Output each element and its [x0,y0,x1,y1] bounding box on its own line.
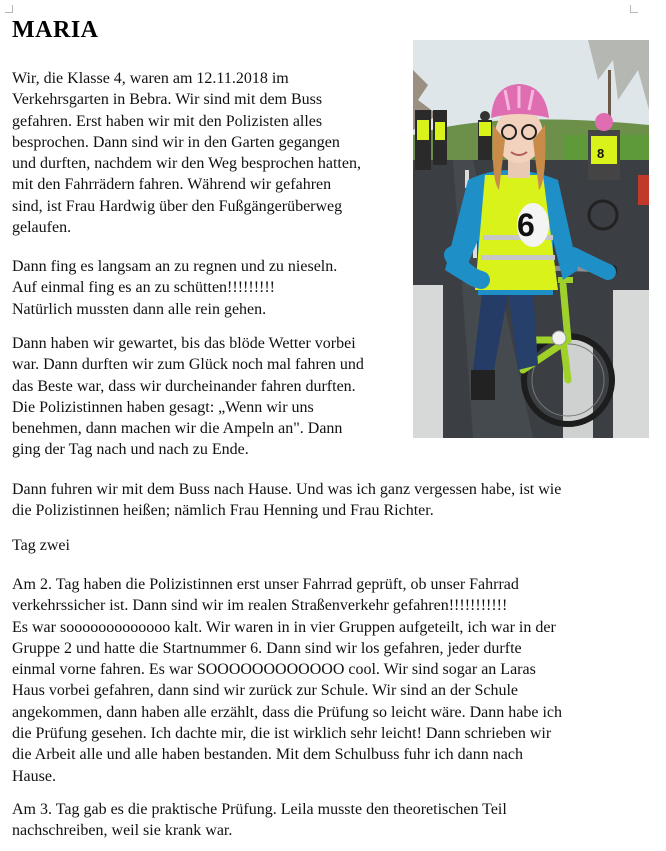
heading-day-two: Tag zwei [12,537,70,554]
paragraph-waiting: Dann haben wir gewartet, bis das blöde Wetter vorbei war. Dann durften wir zum Glück noch mal fahren und das Beste war, dass wir durcheinander fahren durften. Die Polizistinnen haben gesagt: „Wenn wir uns benehmen, dann machen wir die Ampeln an". Dann ging der Tag nach und nach zu Ende. [12,335,364,459]
photo-vest-number: 6 [517,207,535,243]
page-corner-mark [630,5,638,13]
photo-girl-on-bike [413,40,649,438]
page-corner-mark [5,5,13,13]
photo-illustration [413,40,649,438]
paragraph-day-three: Am 3. Tag gab es die praktische Prüfung. Leila musste den theoretischen Teil nachschreiben, weil sie krank war. [12,801,507,840]
paragraph-bus-home: Dann fuhren wir mit dem Buss nach Hause. Und was ich ganz vergessen habe, ist wie die Polizistinnen heißen; nämlich Frau Henning und Frau Richter. [12,481,562,520]
paragraph-rain: Dann fing es langsam an zu regnen und zu nieseln. Auf einmal fing es an zu schütten!!!!!!!!! Natürlich mussten dann alle rein gehen. [12,258,338,318]
photo-crosswalk-stripe [413,285,443,438]
paragraph-day-two: Am 2. Tag haben die Polizistinnen erst unser Fahrrad geprüft, ob unser Fahrrad verkehrssicher ist. Dann sind wir im realen Straßenverkehr gefahren!!!!!!!!!!! Es war sooooooooooooo kalt. Wir waren in in vier Gruppen aufgeteilt, ich war in der Gruppe 2 und hatte die Startnummer 6. Dann sind wir los gefahren, jeder durfte einmal vorne fahren. Es war SOOOOOOOOOOOO cool. Wir sind sogar an Laras Haus vorbei gefahren, dann sind wir zurück zur Schule. Wir sind an der Schule angekommen, dann haben alle erzählt, dass die Prüfung so leicht wäre. Dann habe ich die Prüfung gesehen. Ich dachte mir, die ist wirklich sehr leicht! Dann schrieben wir die Arbeit alle und alle haben bestanden. Mit dem Schulbuss fuhr ich dann nach Hause. [12,576,563,785]
document-title: MARIA [12,17,99,43]
photo-background-vest-number: 8 [597,146,605,161]
paragraph-intro: Wir, die Klasse 4, waren am 12.11.2018 im Verkehrsgarten in Bebra. Wir sind mit dem Buss gefahren. Erst haben wir mit den Polizisten alles besprochen. Dann sind wir in den Garten gegangen und durften, nachdem wir den Weg besprochen hatten, mit den Fahrrädern fahren. Während wir gefahren sind, ist Frau Hardwig über den Fußgängerüberweg gelaufen. [12,70,361,237]
photo-crosswalk-stripe [613,290,649,438]
